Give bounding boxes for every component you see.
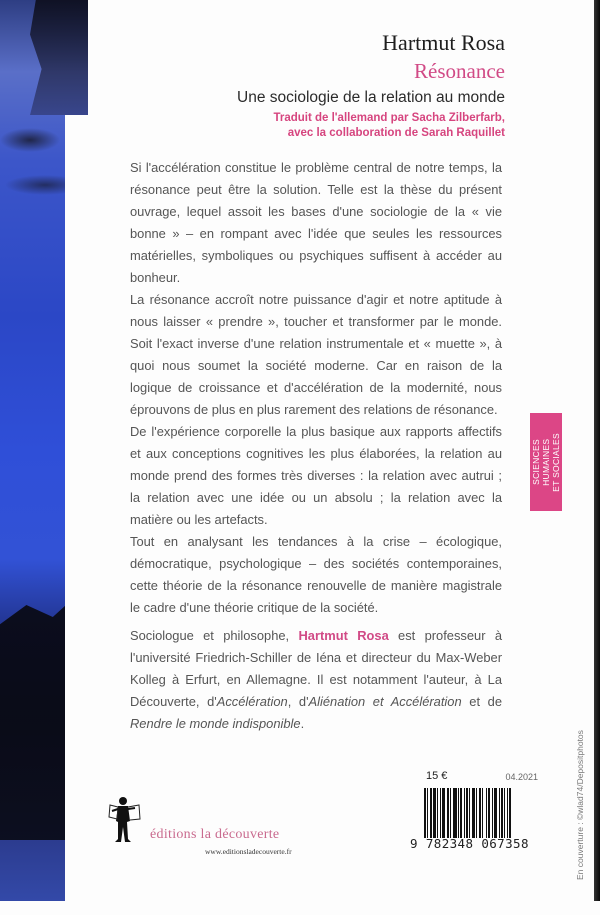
publisher-url: www.editionsladecouverte.fr bbox=[205, 847, 292, 856]
barcode-block bbox=[408, 770, 538, 860]
category-line-2: HUMAINES bbox=[541, 438, 551, 486]
category-line-3: ET SOCIALES bbox=[551, 432, 561, 492]
category-line-1: SCIENCES bbox=[531, 439, 541, 485]
cover-photo-credit: En couverture : ©wlad74/Depositphotos bbox=[575, 730, 585, 880]
bio-text: Sociologue et philosophe, bbox=[130, 628, 299, 643]
bio-book-title: Aliénation et Accélération bbox=[308, 694, 462, 709]
bio-text: , d' bbox=[287, 694, 309, 709]
blurb-paragraph: Si l'accélération constitue le problème central de notre temps, la résonance peut être la solution. Telle est la thèse du présent ouvrage, lequel assoit les bases d'une sociologie de la « vie bonne » – en rompant avec l'idée que seules les ressources matérielles, symboliques ou psychiques suffisent à accéder au bonheur. bbox=[130, 160, 502, 285]
publisher-block bbox=[108, 795, 368, 865]
bio-book-title: Rendre le monde indisponible bbox=[130, 716, 301, 731]
translator-credit bbox=[237, 111, 505, 141]
bio-text: et de bbox=[461, 694, 502, 709]
man-reading-newspaper-icon bbox=[108, 795, 142, 845]
category-tag-text bbox=[531, 433, 561, 492]
bio-text: . bbox=[300, 716, 305, 731]
book-header bbox=[237, 30, 505, 141]
blurb-paragraph: De l'expérience corporelle la plus basique aux rapports affectifs et aux conceptions cognitives les plus élaborées, la relation au monde prend des formes très diverses : la relation avec autrui ; la relation avec une idée ou un absolu ; la relation avec la matière ou les artefacts. bbox=[130, 424, 502, 527]
bio-author-name: Hartmut Rosa bbox=[298, 628, 389, 643]
blurb-paragraph: Tout en analysant les tendances à la crise – écologique, démocratique, psychologique – des sociétés contemporaines, cette théorie de la résonance renouvelle de manière magistrale le cadre d'une théorie critique de la société. bbox=[130, 534, 502, 615]
cover-artwork-dark-top bbox=[30, 0, 88, 115]
publisher-name: éditions la découverte bbox=[150, 827, 280, 842]
author-bio bbox=[130, 625, 502, 735]
bio-book-title: Accélération bbox=[216, 694, 288, 709]
book-subtitle: Une sociologie de la relation au monde bbox=[237, 89, 505, 106]
author-name: Hartmut Rosa bbox=[382, 30, 505, 55]
bio-text: est professeur à l'université Friedrich-Schiller de Iéna et directeur du Max-Weber Kolleg à Erfurt, en Allemagne. Il est notamment l'auteur, à La Découverte, d' bbox=[130, 628, 502, 709]
blurb-paragraph: La résonance accroît notre puissance d'agir et notre aptitude à nous laisser « prendre », toucher et transformer par le monde. Soit l'exact inverse d'une relation instrumentale et « muette », à quoi nous soumet la société moderne. Car en raison de la logique de croissance et d'accélération de la modernité, nous éprouvons de plus en plus rarement des relations de résonance. bbox=[130, 292, 502, 417]
book-spine-edge bbox=[594, 0, 600, 901]
blurb bbox=[130, 157, 502, 619]
publication-date: 04.2021 bbox=[505, 772, 538, 782]
cover-notch bbox=[65, 115, 88, 915]
category-tag bbox=[530, 413, 562, 511]
translator-line-2: avec la collaboration de Sarah Raquillet bbox=[287, 127, 505, 139]
barcode-icon bbox=[424, 788, 534, 838]
book-title: Résonance bbox=[414, 59, 505, 83]
price: 15 € bbox=[426, 770, 448, 782]
isbn-number: 9 782348 067358 bbox=[410, 836, 529, 851]
translator-line-1: Traduit de l'allemand par Sacha Zilberfarb, bbox=[273, 112, 505, 124]
